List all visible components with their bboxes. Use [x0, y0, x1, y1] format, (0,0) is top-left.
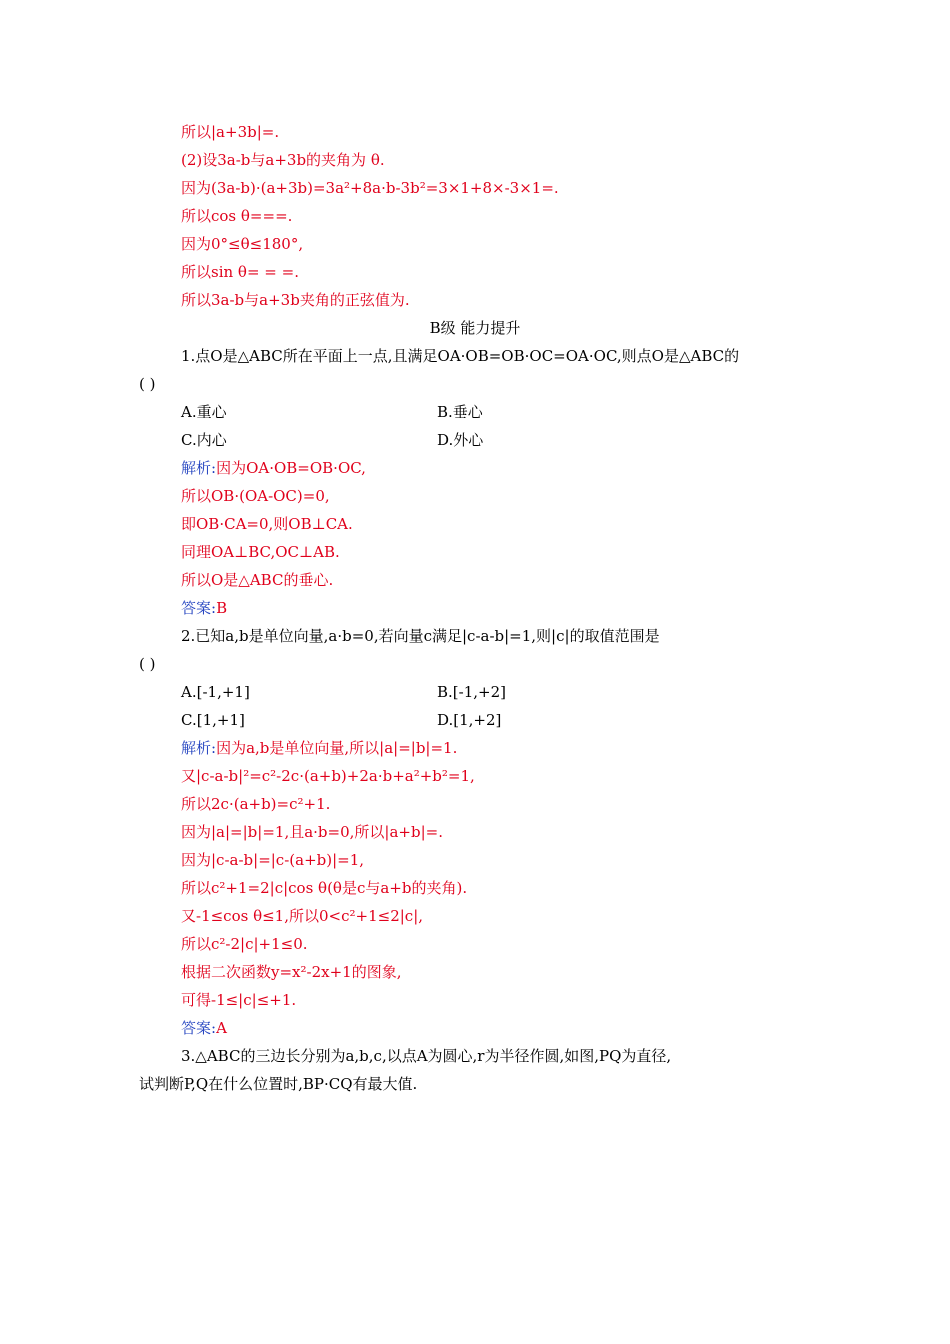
question-1-analysis-first	[181, 458, 366, 478]
question-2-paren: ( )	[139, 655, 156, 673]
question-3-line-1: 3.△ABC的三边长分别为a,b,c,以点A为圆心,r为半径作圆,如图,PQ为直径,	[181, 1047, 672, 1065]
question-1-option-d: D.外心	[437, 431, 484, 449]
text-line: 因为(3a-b)·(a+3b)=3a²+8a·b-3b²=3×1+8×-3×1=.	[181, 179, 559, 197]
question-2-stem: 2.已知a,b是单位向量,a·b=0,若向量c满足|c-a-b|=1,则|c|的取值范围是	[181, 627, 660, 645]
analysis-line: 所以OB·(OA-OC)=0,	[181, 487, 330, 505]
question-2-analysis-first	[181, 738, 457, 758]
analysis-line: 所以c²+1=2|c|cos θ(θ是c与a+b的夹角).	[181, 879, 468, 897]
analysis-line: 所以c²-2|c|+1≤0.	[181, 935, 308, 953]
text-line: 所以3a-b与a+3b夹角的正弦值为.	[181, 291, 410, 309]
analysis-line: 又|c-a-b|²=c²-2c·(a+b)+2a·b+a²+b²=1,	[181, 767, 475, 785]
question-2-option-b: B.[-1,+2]	[437, 683, 506, 701]
analysis-line: 所以O是△ABC的垂心.	[181, 571, 334, 589]
question-3-line-2: 试判断P,Q在什么位置时,BP·CQ有最大值.	[139, 1075, 418, 1093]
text-line: 所以sin θ= = =.	[181, 263, 299, 281]
question-2-option-a: A.[-1,+1]	[181, 683, 250, 701]
question-1-option-c: C.内心	[181, 431, 227, 449]
question-1-paren: ( )	[139, 375, 156, 393]
section-title: B级 能力提升	[429, 319, 521, 337]
question-2-answer	[181, 1018, 227, 1038]
analysis-label: 解析:	[181, 739, 217, 757]
answer-label: 答案:	[181, 1019, 217, 1037]
text-line: 所以|a+3b|=.	[181, 123, 280, 141]
answer-value: B	[216, 599, 228, 617]
analysis-line: 可得-1≤|c|≤+1.	[181, 991, 297, 1009]
answer-label: 答案:	[181, 599, 217, 617]
analysis-line: 因为|c-a-b|=|c-(a+b)|=1,	[181, 851, 365, 869]
analysis-text: 因为a,b是单位向量,所以|a|=|b|=1.	[216, 739, 458, 757]
text-line: 所以cos θ===.	[181, 207, 293, 225]
analysis-line: 所以2c·(a+b)=c²+1.	[181, 795, 331, 813]
question-1-stem: 1.点O是△ABC所在平面上一点,且满足OA·OB=OB·OC=OA·OC,则点O是△ABC的	[181, 347, 740, 365]
text-line: 因为0°≤θ≤180°,	[181, 235, 304, 253]
analysis-label: 解析:	[181, 459, 217, 477]
analysis-line: 同理OA⊥BC,OC⊥AB.	[181, 543, 340, 561]
question-1-option-a: A.重心	[181, 403, 227, 421]
answer-value: A	[216, 1019, 227, 1037]
question-1-option-b: B.垂心	[437, 403, 483, 421]
analysis-line: 因为|a|=|b|=1,且a·b=0,所以|a+b|=.	[181, 823, 443, 841]
analysis-line: 又-1≤cos θ≤1,所以0<c²+1≤2|c|,	[181, 907, 424, 925]
analysis-line: 即OB·CA=0,则OB⊥CA.	[181, 515, 353, 533]
text-line: (2)设3a-b与a+3b的夹角为 θ.	[181, 151, 385, 169]
analysis-line: 根据二次函数y=x²-2x+1的图象,	[181, 963, 402, 981]
analysis-text: 因为OA·OB=OB·OC,	[216, 459, 366, 477]
question-2-option-c: C.[1,+1]	[181, 711, 245, 729]
question-1-answer	[181, 598, 227, 618]
question-2-option-d: D.[1,+2]	[437, 711, 502, 729]
